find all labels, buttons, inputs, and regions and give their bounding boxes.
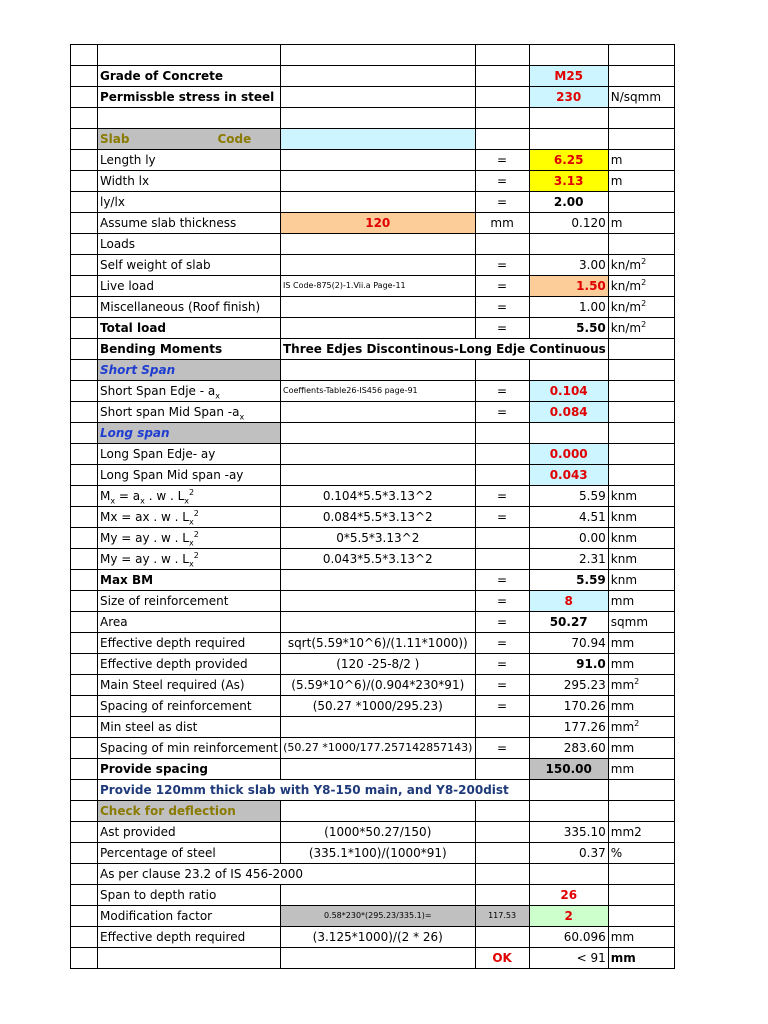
- self-weight-value[interactable]: 3.00: [529, 255, 608, 276]
- bar-size-input[interactable]: 8: [529, 591, 608, 612]
- coefficient-reference[interactable]: Coeffients-Table26-IS456 page-91: [281, 381, 476, 402]
- ratio-label[interactable]: ly/lx: [98, 192, 281, 213]
- sheet-row: OK < 91 mm: [71, 948, 675, 969]
- sheet-row: [71, 360, 675, 381]
- sheet-row: [71, 780, 675, 801]
- sheet-row: [71, 339, 675, 360]
- sheet-row: Effective depth provided (120 -25-8/2 ) = 91.0 mm: [71, 654, 675, 675]
- sheet-row: Mx = ax . w . $L_x^2$ 0.084*5.5*3.13^2 = 4.51 knm: [71, 507, 675, 528]
- long-span-header[interactable]: Long span: [98, 423, 281, 444]
- depth-check-value[interactable]: < 91: [529, 948, 608, 969]
- bar-area-value[interactable]: 50.27: [529, 612, 608, 633]
- ax-mid-value[interactable]: 0.084: [529, 402, 608, 423]
- mx-mid-formula[interactable]: Mx = ax . w . $L_x^2$: [98, 507, 281, 528]
- steel-percentage-value[interactable]: 0.37: [529, 843, 608, 864]
- mx-edge-formula[interactable]: $M_x = a_x$ . w . $L_x^2$: [98, 486, 281, 507]
- sheet-row: Percentage of steel (335.1*100)/(1000*91) 0.37 %: [71, 843, 675, 864]
- sheet-row: [71, 66, 675, 87]
- my-edge-formula[interactable]: My = ay . w . $L_x^2$: [98, 528, 281, 549]
- modification-factor-value[interactable]: 2: [529, 906, 608, 927]
- sheet-row: [71, 423, 675, 444]
- spacing-value[interactable]: 170.26: [529, 696, 608, 717]
- steel-stress-unit[interactable]: N/sqmm: [608, 87, 674, 108]
- sheet-row: Area = 50.27 sqmm: [71, 612, 675, 633]
- max-bm-value[interactable]: 5.59: [529, 570, 608, 591]
- deflection-header[interactable]: Check for deflection: [98, 801, 281, 822]
- sheet-row: Live load IS Code-875(2)-1.Vii.a Page-11 = 1.50 $kn/m^2$: [71, 276, 675, 297]
- loads-label[interactable]: Loads: [98, 234, 281, 255]
- thickness-label[interactable]: Assume slab thickness: [98, 213, 281, 234]
- depth-required-value[interactable]: 70.94: [529, 633, 608, 654]
- grade-label[interactable]: Grade of Concrete: [98, 66, 281, 87]
- sheet-row: Provide spacing 150.00 mm: [71, 759, 675, 780]
- sheet-row: Length ly = 6.25 m: [71, 150, 675, 171]
- sheet-row: Long Span Edje- ay 0.000: [71, 444, 675, 465]
- bending-moments-label[interactable]: Bending Moments: [98, 339, 281, 360]
- sheet-row: Spacing of min reinforcement (50.27 *1000/177.257142857143) = 283.60 mm: [71, 738, 675, 759]
- ok-status[interactable]: OK: [475, 948, 529, 969]
- span-depth-ratio-value[interactable]: 26: [529, 885, 608, 906]
- provision-summary[interactable]: Provide 120mm thick slab with Y8-150 main, and Y8-200dist: [98, 780, 530, 801]
- ax-edge-value[interactable]: 0.104: [529, 381, 608, 402]
- steel-stress-value[interactable]: 230: [529, 87, 608, 108]
- steel-stress-label[interactable]: Permissble stress in steel: [98, 87, 281, 108]
- provide-spacing-value[interactable]: 150.00: [529, 759, 608, 780]
- grade-value[interactable]: M25: [529, 66, 608, 87]
- my-edge-value[interactable]: 0.00: [529, 528, 608, 549]
- sheet-row: Assume slab thickness 120 mm 0.120 m: [71, 213, 675, 234]
- sheet-row: [71, 234, 675, 255]
- main-steel-value[interactable]: 295.23: [529, 675, 608, 696]
- thickness-m[interactable]: 0.120: [529, 213, 608, 234]
- sheet-row: Miscellaneous (Roof finish) = 1.00 $kn/m^2$: [71, 297, 675, 318]
- length-label[interactable]: Length ly: [98, 150, 281, 171]
- sheet-row: [71, 45, 675, 66]
- final-depth-value[interactable]: 60.096: [529, 927, 608, 948]
- depth-provided-value[interactable]: 91.0: [529, 654, 608, 675]
- sheet-row: [71, 108, 675, 129]
- edge-condition[interactable]: Three Edjes Discontinous-Long Edje Continuous: [281, 339, 609, 360]
- sheet-row: Total load = 5.50 $kn/m^2$: [71, 318, 675, 339]
- mx-mid-value[interactable]: 4.51: [529, 507, 608, 528]
- slab-code-input[interactable]: [281, 129, 476, 150]
- sheet-row: Max BM = 5.59 knm: [71, 570, 675, 591]
- sheet-row: [71, 129, 675, 150]
- min-steel-value[interactable]: 177.26: [529, 717, 608, 738]
- short-span-header[interactable]: Short Span: [98, 360, 281, 381]
- length-value[interactable]: 6.25: [529, 150, 608, 171]
- ay-edge-value[interactable]: 0.000: [529, 444, 608, 465]
- sheet-row: Span to depth ratio 26: [71, 885, 675, 906]
- sheet-row: Ast provided (1000*50.27/150) 335.10 mm2: [71, 822, 675, 843]
- sheet-row: Spacing of reinforcement (50.27 *1000/295.23) = 170.26 mm: [71, 696, 675, 717]
- sheet-row: $M_x = a_x$ . w . $L_x^2$ 0.104*5.5*3.13^2 = 5.59 knm: [71, 486, 675, 507]
- sheet-row: Long Span Mid span -ay 0.043: [71, 465, 675, 486]
- sheet-row: [71, 864, 675, 885]
- sheet-row: My = ay . w . $L_x^2$ 0*5.5*3.13^2 0.00 knm: [71, 528, 675, 549]
- mx-edge-value[interactable]: 5.59: [529, 486, 608, 507]
- sheet-row: Modification factor 0.58*230*(295.23/335.1)= 117.53 2: [71, 906, 675, 927]
- sheet-row: Effective depth required (3.125*1000)/(2 * 26) 60.096 mm: [71, 927, 675, 948]
- ratio-value[interactable]: 2.00: [529, 192, 608, 213]
- misc-load-value[interactable]: 1.00: [529, 297, 608, 318]
- my-mid-value[interactable]: 2.31: [529, 549, 608, 570]
- live-load-reference[interactable]: IS Code-875(2)-1.Vii.a Page-11: [281, 276, 476, 297]
- sheet-row: [71, 801, 675, 822]
- modification-result[interactable]: 117.53: [475, 906, 529, 927]
- sheet-row: Short span Mid Span $-a_x$ = 0.084: [71, 402, 675, 423]
- live-load-value[interactable]: 1.50: [529, 276, 608, 297]
- clause-note[interactable]: As per clause 23.2 of IS 456-2000: [98, 864, 476, 885]
- width-label[interactable]: Width lx: [98, 171, 281, 192]
- sheet-row: Main Steel required (As) (5.59*10^6)/(0.904*230*91) = 295.23 $mm^2$: [71, 675, 675, 696]
- width-value[interactable]: 3.13: [529, 171, 608, 192]
- sheet-row: Self weight of slab = 3.00 $kn/m^2$: [71, 255, 675, 276]
- ay-mid-value[interactable]: 0.043: [529, 465, 608, 486]
- calculation-sheet: [70, 44, 675, 969]
- min-spacing-value[interactable]: 283.60: [529, 738, 608, 759]
- sheet-row: [71, 87, 675, 108]
- sheet-row: My = ay . w . $L_x^2$ 0.043*5.5*3.13^2 2.31 knm: [71, 549, 675, 570]
- sheet-row: Size of reinforcement = 8 mm: [71, 591, 675, 612]
- my-mid-formula[interactable]: My = ay . w . $L_x^2$: [98, 549, 281, 570]
- total-load-value[interactable]: 5.50: [529, 318, 608, 339]
- sheet-row: Short Span Edje - $a_x$ Coeffients-Table26-IS456 page-91 = 0.104: [71, 381, 675, 402]
- thickness-input[interactable]: 120: [281, 213, 476, 234]
- slab-code-header[interactable]: Slab Code: [98, 129, 281, 150]
- modification-formula[interactable]: 0.58*230*(295.23/335.1)=: [281, 906, 476, 927]
- sheet-row: ly/lx = 2.00: [71, 192, 675, 213]
- ast-provided-value[interactable]: 335.10: [529, 822, 608, 843]
- sheet-row: Min steel as dist 177.26 $mm^2$: [71, 717, 675, 738]
- sheet-row: Width lx = 3.13 m: [71, 171, 675, 192]
- sheet-row: Effective depth required sqrt(5.59*10^6)/(1.11*1000)) = 70.94 mm: [71, 633, 675, 654]
